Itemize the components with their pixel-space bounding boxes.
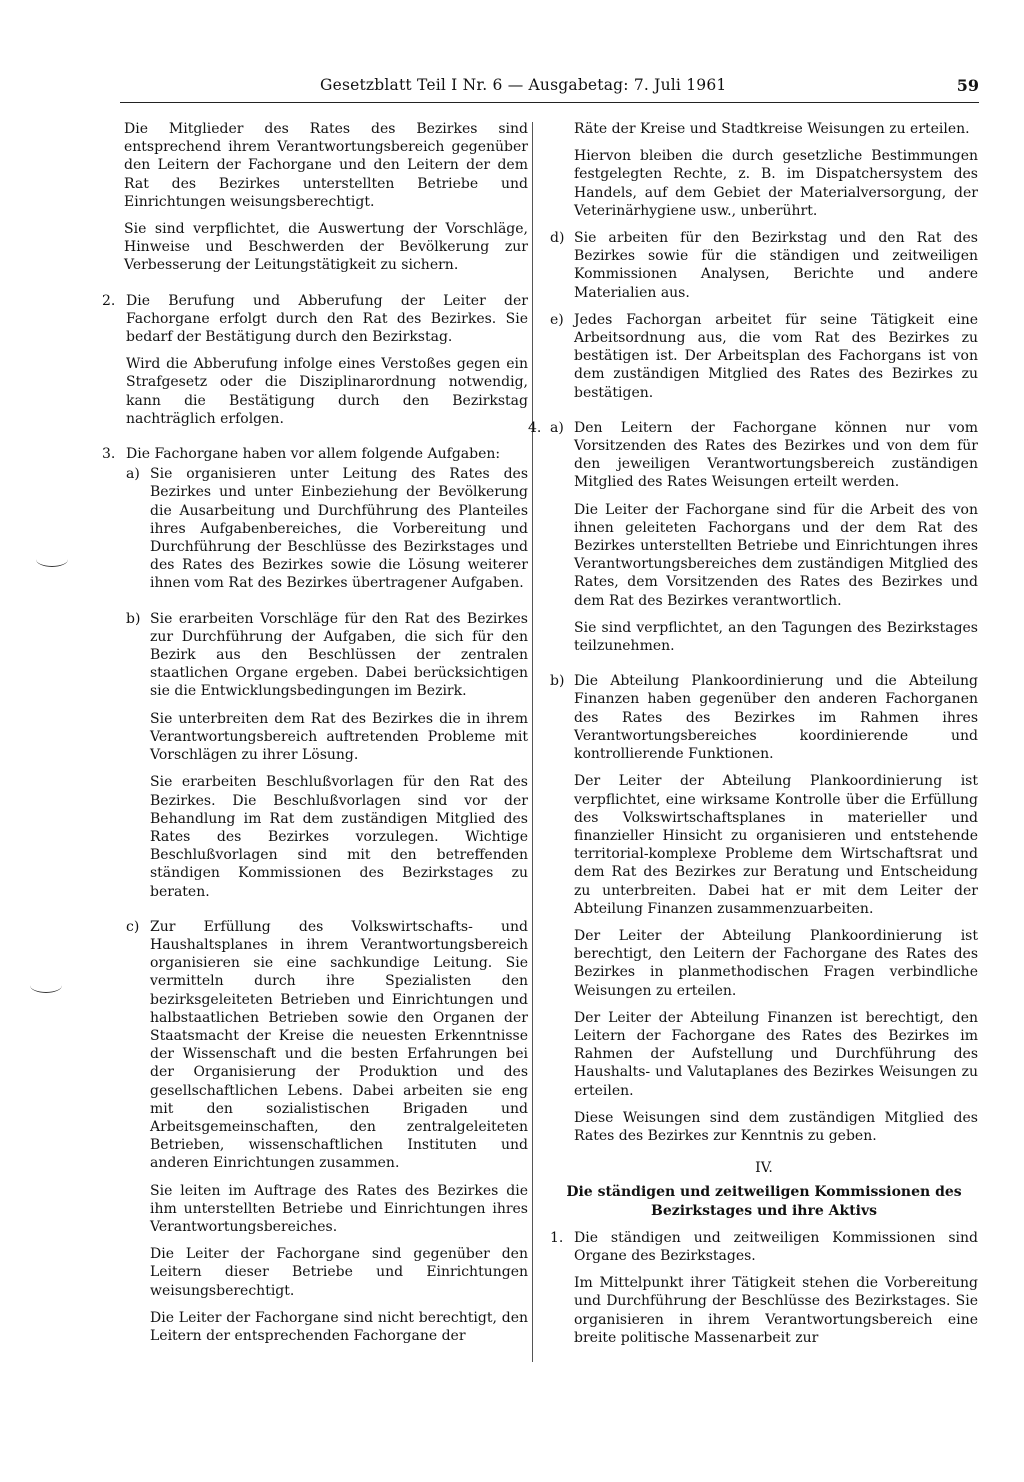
chapter-iv-section-1 (550, 1229, 978, 1347)
paragraph: Zur Erfüllung des Volkswirtschafts- und Haushaltsplanes in ihrem Verantwortungsbereich organisieren sie eine sachkundige Leitung. Sie vermitteln durch ihre Spezialisten den bezirksgeleiteten Betrieben und Einrichtungen und halbstaatlichen Betrieben sowie den Organen der Staatsmacht der Kreise die neuesten Erkenntnisse der Wissenschaft und die besten Erfahrungen bei der Organisierung der Produktion und des gesellschaftlichen Lebens. Dabei arbeiten sie eng mit den sozialistischen Brigaden und Arbeitsgemeinschaften, den zentralgeleiteten Betrieben, wissenschaftlichen Instituten und anderen Einrichtungen zusammen. (150, 918, 528, 1172)
section-number: 3. (102, 446, 116, 463)
header-title: Gesetzblatt Teil I Nr. 6 — Ausgabetag: 7. Juli 1961 (320, 76, 727, 94)
section-2 (100, 292, 528, 428)
margin-mark (36, 552, 68, 567)
paragraph: Jedes Fachorgan arbeitet für seine Tätigkeit eine Arbeitsordnung aus, die vom Rat des Bezirkes zu bestätigen ist. Der Arbeitsplan des Fachorgans ist von dem zuständigen Mitglied des Rates des Bezirkes zu bestätigen. (574, 311, 978, 401)
paragraph: Hiervon bleiben die durch gesetzliche Bestimmungen festgelegten Rechte, z. B. im Dispatchersystem des Handels, auf dem Gebiet der Materialversorgung, der Veterinärhygiene usw., unberührt. (574, 148, 978, 219)
paragraph: Sie organisieren unter Leitung des Rates des Bezirkes und unter Einbeziehung der Bevölkerung die Ausarbeitung und Durchführung des Planteiles ihres Aufgabenbereiches, die Vorbereitung und Durchführung der Beschlüsse des Bezirkstages und des Rates des Bezirkes sowie die Lösung weiterer ihnen vom Rat des Bezirkes übertragener Aufgaben. (150, 466, 528, 592)
item-label: a) (550, 419, 564, 436)
paragraph: Den Leitern der Fachorgane können nur vom Vorsitzenden des Rates des Bezirkes und von dem für den jeweiligen Verantwortungsbereich zuständigen Mitglied des Rates Weisungen erteilt werden. (574, 419, 978, 491)
paragraph: Der Leiter der Abteilung Finanzen ist berechtigt, den Leitern der Fachorgane des Rates des Bezirkes im Rahmen der Aufstellung und Durchführung des Haushalts- und Valutaplanes des Bezirkes Weisungen zu erteilen. (574, 1009, 978, 1099)
paragraph: Sie unterbreiten dem Rat des Bezirkes die in ihrem Verantwortungsbereich auftretenden Probleme mit Vorschlägen zu ihrer Lösung. (150, 710, 528, 764)
section-number: 4. (528, 419, 542, 436)
item-label: e) (550, 311, 564, 328)
item-c (126, 918, 528, 1345)
paragraph: Sie erarbeiten Vorschläge für den Rat des Bezirkes zur Durchführung der Aufgaben, die sich für den Bezirk aus den Beschlüssen der zentralen staatlichen Organe ergeben. Dabei berücksichtigen sie die Entwicklungsbedingungen im Bezirk. (150, 610, 528, 700)
left-column (100, 120, 528, 1354)
item-label: a) (126, 466, 140, 483)
paragraph: Die Berufung und Abberufung der Leiter der Fachorgane erfolgt durch den Rat des Bezirkes. Sie bedarf der Bestätigung durch den Bezirkstag. (126, 292, 528, 346)
item-label: b) (126, 610, 141, 627)
section-number: 1. (550, 1229, 564, 1246)
item-a (126, 465, 528, 592)
margin-mark (30, 978, 62, 993)
item-e (550, 311, 978, 402)
page-number: 59 (956, 76, 979, 95)
paragraph: Der Leiter der Abteilung Plankoordinierung ist verpflichtet, eine wirksame Kontrolle über die Erfüllung des Volkswirtschaftsplanes in materieller und finanzieller Hinsicht zu organisieren und entstehende territorial-komplexe Probleme dem Wirtschaftsrat und dem Rat des Bezirkes zur Beratung und Entscheidung zu unterbreiten. Dabei hat er mit dem Leiter der Abteilung Finanzen zusammenzuarbeiten. (574, 773, 978, 917)
paragraph: Sie erarbeiten Beschlußvorlagen für den Rat des Bezirkes. Die Beschlußvorlagen sind vor der Behandlung im Rat dem zuständigen Mitglied des Rates des Bezirkes vorzulegen. Wichtige Beschlußvorlagen sind mit den betreffenden ständigen Kommissionen des Bezirkstages zu beraten. (150, 774, 528, 900)
chapter-number: IV. (755, 1160, 773, 1177)
page-header (120, 76, 979, 103)
paragraph: Die ständigen und zeitweiligen Kommissionen sind Organe des Bezirkstages. (574, 1229, 978, 1264)
paragraph: Der Leiter der Abteilung Plankoordinierung ist berechtigt, den Leitern der Fachorgane des Rates des Bezirkes in planmethodischen Fragen verbindliche Weisungen zu erteilen. (574, 927, 978, 999)
item-b (126, 610, 528, 901)
paragraph: Im Mittelpunkt ihrer Tätigkeit stehen die Vorbereitung und Durchführung der Beschlüsse des Bezirkstages. Sie organisieren in ihrem Verantwortungsbereich eine breite politische Massenarbeit zur (574, 1275, 978, 1346)
section-number: 2. (102, 292, 116, 309)
item-c-continued (550, 120, 978, 220)
paragraph: Die Abteilung Plankoordinierung und die Abteilung Finanzen haben gegenüber den anderen Fachorganen des Rates des Bezirkes im Rahmen ihres Verantwortungsbereiches koordinierende und kontrollierende Funktionen. (574, 673, 978, 763)
intro-paragraph: Die Mitglieder des Rates des Bezirkes sind entsprechend ihrem Verantwortungsbereich gegenüber den Leitern der Fachorgane und den Leitern der dem Rat des Bezirkes unterstellten Betriebe und Einrichtungen weisungsberechtigt. (124, 121, 528, 210)
paragraph: Sie arbeiten für den Bezirkstag und den Rat des Bezirkes sowie für die ständigen und zeitweiligen Kommissionen Analysen, Berichte und andere Materialien aus. (574, 230, 978, 301)
paragraph: Die Leiter der Fachorgane sind nicht berechtigt, den Leitern der entsprechenden Fachorgane der (150, 1309, 528, 1344)
paragraph: Sie sind verpflichtet, an den Tagungen des Bezirkstages teilzunehmen. (574, 619, 978, 655)
item-label: d) (550, 230, 565, 247)
paragraph: Die Leiter der Fachorgane sind gegenüber den Leitern dieser Betriebe und Einrichtungen weisungsberechtigt. (150, 1246, 528, 1299)
paragraph: Die Leiter der Fachorgane sind für die Arbeit des von ihnen geleiteten Fachorgans und der dem Rat des Bezirkes unterstellten Betriebe und Einrichtungen ihres Verantwortungsbereiches dem zuständigen Mitglied des Rates, dem Vorsitzenden des Rates des Bezirkes und dem Rat des Bezirkes verantwortlich. (574, 501, 978, 609)
paragraph: Räte der Kreise und Stadtkreise Weisungen zu erteilen. (574, 121, 970, 137)
paragraph: Die Fachorgane haben vor allem folgende Aufgaben: (126, 446, 501, 463)
paragraph: Sie leiten im Auftrage des Rates des Bezirkes die ihm unterstellten Betriebe und Einrichtungen ihres Verantwortungsbereiches. (150, 1182, 528, 1235)
column-divider (532, 122, 533, 1362)
item-label: b) (550, 673, 565, 690)
section-4-b (550, 672, 978, 1145)
section-4 (528, 419, 978, 655)
item-label: c) (126, 918, 140, 935)
intro-paragraph: Sie sind verpflichtet, die Auswertung der Vorschläge, Hinweise und Beschwerden der Bevölkerung zur Verbesserung der Leitungstätigkeit zu sichern. (124, 221, 528, 274)
item-d (550, 229, 978, 302)
paragraph: Wird die Abberufung infolge eines Verstoßes gegen ein Strafgesetz oder die Disziplinarordnung notwendig, kann die Bestätigung durch den Bezirkstag nachträglich erfolgen. (126, 356, 528, 427)
section-3 (100, 445, 528, 1345)
chapter-heading: Die ständigen und zeitweiligen Kommissionen des Bezirkstages und ihre Aktivs (566, 1184, 962, 1219)
paragraph: Diese Weisungen sind dem zuständigen Mitglied des Rates des Bezirkes zur Kenntnis zu geben. (574, 1109, 978, 1144)
right-column (528, 120, 978, 1356)
